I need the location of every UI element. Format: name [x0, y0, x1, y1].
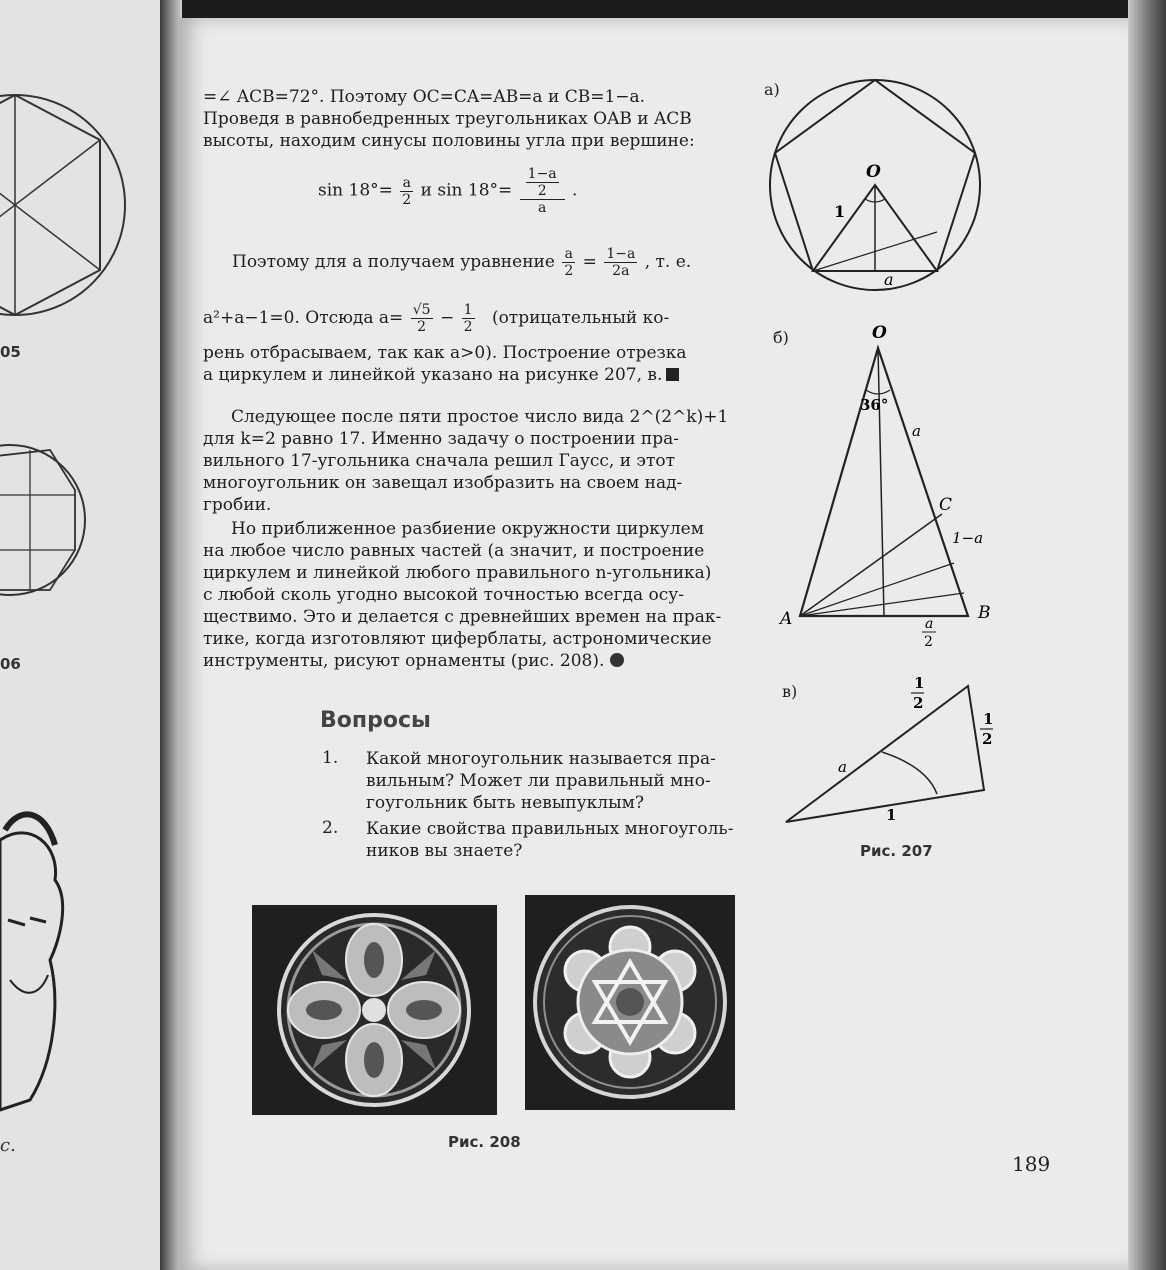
question-number: 1. [322, 748, 339, 768]
figure-207c [782, 672, 1012, 822]
figure-207b [774, 318, 1004, 650]
text-line: многоугольник он завещал изобразить на своем над- [203, 473, 683, 493]
equals-sign: = [582, 252, 597, 272]
fraction-sqrt5-2: $\frac{√5}{2}$ [412, 302, 431, 335]
left-caption-206: 06 [0, 655, 21, 673]
label-1: 1 [834, 202, 846, 221]
label-a: a [912, 422, 921, 440]
ornament-2 [525, 895, 735, 1110]
label-1-minus-a: 1−a [952, 529, 984, 547]
ornament-1 [252, 905, 497, 1115]
root-prefix: a²+a−1=0. Отсюда a= [203, 308, 404, 328]
text-line: тике, когда изготовляют циферблаты, астрономические [203, 629, 712, 649]
portrait-image [0, 800, 165, 1120]
root-minus: − [439, 308, 455, 328]
left-page-figure-205 [0, 0, 165, 330]
page-number: 189 [1012, 1152, 1051, 1176]
fraction-1-a-2a: $\frac{1-a}{2a}$ [606, 246, 636, 279]
text-line: рень отбрасываем, так как a>0). Построение отрезка [203, 343, 687, 363]
text-line: Но приближенное разбиение окружности циркулем [231, 519, 704, 539]
text-line: для k=2 равно 17. Именно задачу о построении пра- [203, 429, 680, 449]
root-continuation [203, 342, 740, 386]
label-C: C [939, 495, 953, 515]
left-page [0, 0, 165, 1270]
label-half-1-num: 1 [914, 674, 925, 692]
intro-line: =∠ ACB=72°. Поэтому OC=CA=AB=a и CB=1−a. [203, 87, 646, 107]
left-page-figure-206 [0, 430, 165, 630]
root-line [203, 302, 669, 335]
sine-left: sin 18°= [318, 180, 393, 201]
text-line: на любое число равных частей (а значит, и построение [203, 541, 705, 561]
approx-paragraph [203, 518, 740, 672]
fraction-a-2: $\frac{a}{2}$ [564, 246, 574, 279]
text-line: a циркулем и линейкой указано на рисунке 207, в. [203, 364, 740, 386]
intro-paragraph [203, 86, 740, 152]
left-caption-205: 05 [0, 343, 21, 361]
root-suffix: (отрицательный ко- [491, 308, 670, 328]
question-2: Какие свойства правильных многоуголь- ников вы знаете? [366, 819, 734, 861]
sine-and: и sin 18°= [420, 180, 513, 201]
gauss-paragraph [203, 406, 740, 516]
figure-207a [762, 72, 992, 302]
label-O: O [866, 162, 881, 182]
fraction-a-over-2: $\frac{a}{2}$ [402, 174, 412, 208]
fraction-1-2: $\frac{1}{2}$ [463, 302, 473, 335]
label-half-1-den: 2 [913, 694, 924, 712]
intro-line: высоты, находим синусы половины угла при вершине: [203, 131, 695, 151]
equation-suffix: , т. е. [644, 252, 692, 272]
ornament-star-rosette [525, 895, 735, 1110]
question-number: 2. [322, 818, 339, 838]
figure-207-caption: Рис. 207 [860, 842, 933, 860]
figure-207c-label: в) [782, 682, 798, 701]
text-line: с любой сколь угодно высокой точностью всегда осу- [203, 585, 684, 605]
label-half-num: a [925, 616, 934, 632]
question-1: Какой многоугольник называется пра- вильным? Может ли правильный мно- гоугольник быть невыпуклым? [366, 749, 716, 813]
figure-207a-label: а) [764, 80, 780, 99]
intro-line: Проведя в равнобедренных треугольниках OAB и ACB [203, 109, 692, 129]
label-half-den: 2 [924, 634, 933, 650]
label-A: A [780, 609, 793, 629]
equation-prefix: Поэтому для a получаем уравнение [232, 252, 555, 272]
text-line: ществимо. Это и делается с древнейших времен на прак- [203, 607, 722, 627]
end-of-section-mark [610, 653, 624, 667]
text-line: инструменты, рисуют орнаменты (рис. 208). [203, 650, 740, 672]
questions-heading: Вопросы [320, 708, 431, 733]
label-1: 1 [886, 806, 897, 824]
text-line: Следующее после пяти простое число вида 2^(2^k)+1 [231, 407, 729, 427]
label-half-2-den: 2 [982, 730, 993, 748]
figure-208-caption: Рис. 208 [448, 1133, 521, 1151]
label-a: a [884, 270, 894, 289]
ornament-rosette [252, 905, 497, 1115]
page-edge [1128, 0, 1166, 1270]
text-line: циркулем и линейкой любого правильного n-угольника) [203, 563, 712, 583]
fraction-compound: 1−a 2 a [520, 166, 565, 216]
sine-end: . [572, 180, 578, 201]
label-O: O [872, 323, 887, 343]
label-36-degrees: 36° [860, 396, 889, 414]
label-half-2-num: 1 [983, 710, 994, 728]
left-bottom-text: c. [0, 1135, 16, 1156]
end-of-proof-mark [666, 368, 679, 381]
text-line: вильного 17-угольника сначала решил Гаусс, и этот [203, 451, 675, 471]
label-B: B [978, 603, 991, 623]
label-a: a [838, 758, 847, 776]
sine-formula [318, 166, 577, 216]
figure-207b-label: б) [773, 328, 789, 347]
text-line: гробии. [203, 495, 272, 515]
equation-line [232, 246, 691, 279]
